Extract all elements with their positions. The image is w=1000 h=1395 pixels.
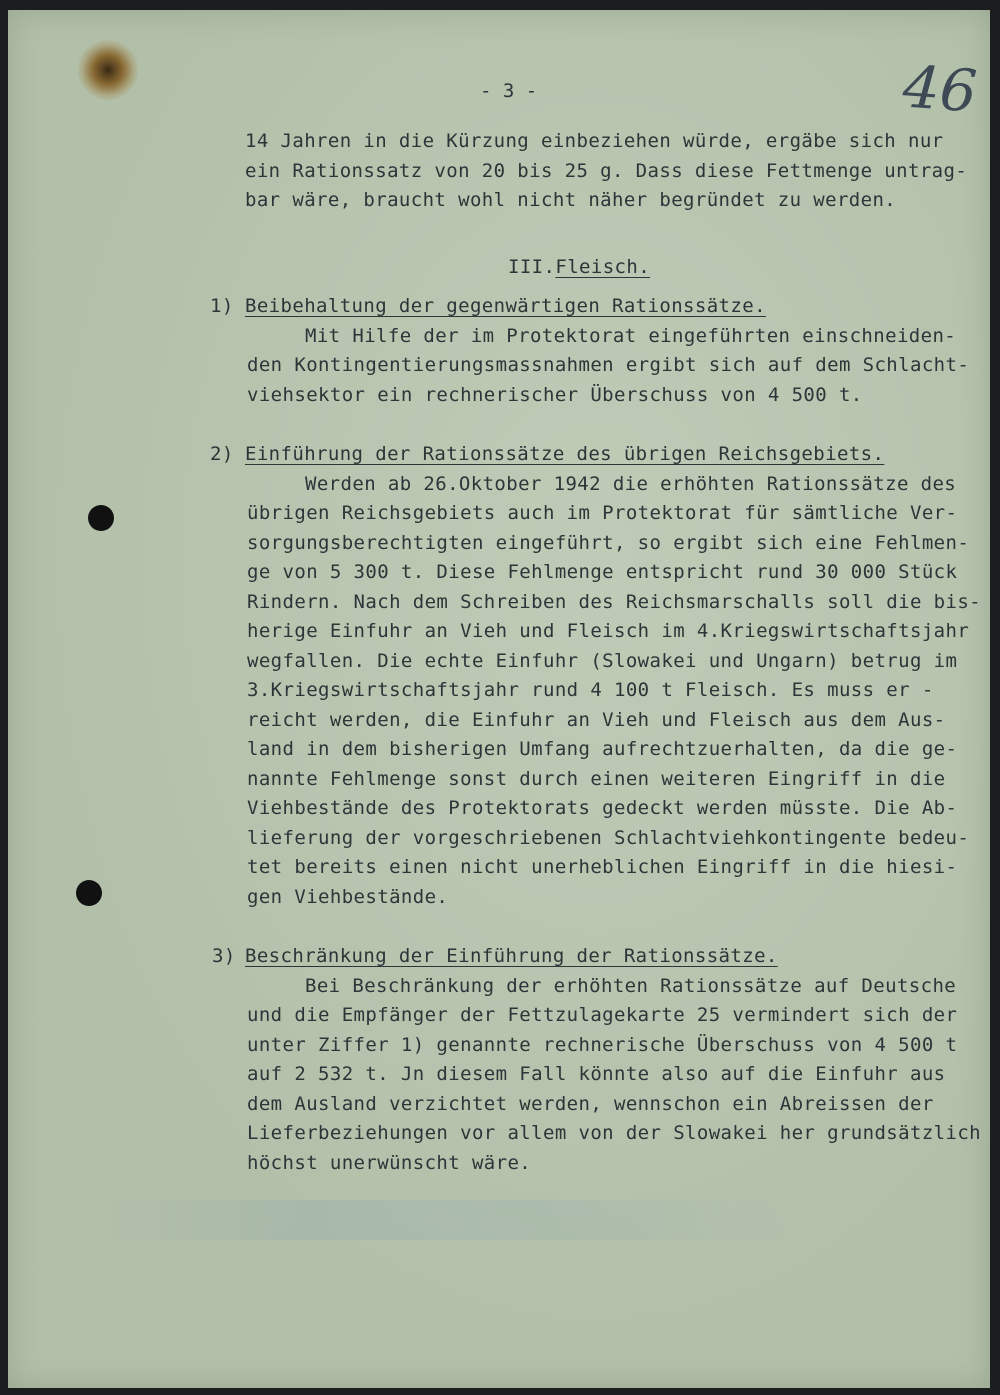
item-heading: Beschränkung der Einführung der Rationssätze.: [245, 945, 778, 967]
handwritten-page-annotation: 46: [900, 52, 980, 126]
text-line: auf 2 532 t. Jn diesem Fall könnte also auf die Einfuhr aus: [247, 1063, 946, 1085]
page-number: - 3 -: [480, 80, 538, 102]
text-line: dem Ausland verzichtet werden, wennschon ein Abreissen der: [247, 1092, 934, 1115]
burn-stain: [78, 40, 138, 100]
text-line: 3.Kriegswirtschaftsjahr rund 4 100 t Fleisch. Es muss er -: [247, 679, 934, 701]
text-line: nannte Fehlmenge sonst durch einen weiteren Eingriff in die: [247, 767, 946, 790]
item-heading: Beibehaltung der gegenwärtigen Rationssätze.: [245, 295, 766, 317]
text-line: ge von 5 300 t. Diese Fehlmenge entspricht rund 30 000 Stück: [247, 561, 958, 583]
text-line: Rindern. Nach dem Schreiben des Reichsmarschalls soll die bis-: [247, 590, 982, 613]
text-line: 14 Jahren in die Kürzung einbeziehen würde, ergäbe sich nur: [245, 130, 944, 152]
section-heading: [508, 256, 650, 278]
text-line: herige Einfuhr an Vieh und Fleisch im 4.Kriegswirtschaftsjahr: [247, 620, 970, 642]
text-line: lieferung der vorgeschriebenen Schlachtviehkontingente bedeu-: [247, 826, 970, 849]
text-line: land in dem bisherigen Umfang aufrechtzuerhalten, da die ge-: [247, 738, 958, 760]
text-line: Mit Hilfe der im Protektorat eingeführten einschneiden-: [305, 324, 957, 347]
text-line: unter Ziffer 1) genannte rechnerische Überschuss von 4 500 t: [247, 1033, 958, 1056]
text-line: bar wäre, braucht wohl nicht näher begründet zu werden.: [245, 189, 897, 211]
text-line: viehsektor ein rechnerischer Überschuss von 4 500 t.: [247, 383, 863, 406]
text-line: höchst unerwünscht wäre.: [247, 1151, 532, 1174]
punch-hole-bottom: [76, 880, 102, 906]
text-line: sorgungsberechtigten eingeführt, so ergibt sich eine Fehlmen-: [247, 531, 970, 554]
item-number: 2): [210, 443, 234, 465]
text-line: ein Rationssatz von 20 bis 25 g. Dass diese Fettmenge untrag-: [245, 159, 968, 182]
text-line: tet bereits einen nicht unerheblichen Eingriff in die hiesi-: [247, 856, 958, 878]
text-line: Viehbestände des Protektorats gedeckt werden müsste. Die Ab-: [247, 797, 958, 819]
faded-ink-smudge: [98, 1200, 798, 1240]
text-line: wegfallen. Die echte Einfuhr (Slowakei und Ungarn) betrug im: [247, 649, 958, 672]
text-line: übrigen Reichsgebiets auch im Protektorat für sämtliche Ver-: [247, 502, 958, 524]
text-line: und die Empfänger der Fettzulagekarte 25 vermindert sich der: [247, 1004, 958, 1026]
text-line: reicht werden, die Einfuhr an Vieh und Fleisch aus dem Aus-: [247, 708, 946, 731]
document-page: [8, 10, 990, 1388]
text-line: den Kontingentierungsmassnahmen ergibt sich auf dem Schlacht-: [247, 354, 970, 376]
section-heading-prefix: III.: [508, 256, 556, 278]
section-heading-title: Fleisch.: [555, 256, 651, 278]
text-line: Werden ab 26.Oktober 1942 die erhöhten Rationssätze des: [305, 472, 957, 495]
item-number: 1): [210, 295, 234, 317]
item-heading: Einführung der Rationssätze des übrigen Reichsgebiets.: [245, 443, 885, 465]
text-line: Bei Beschränkung der erhöhten Rationssätze auf Deutsche: [305, 974, 957, 997]
punch-hole-top: [88, 505, 114, 531]
item-number: 3): [212, 945, 236, 967]
text-line: Lieferbeziehungen vor allem von der Slowakei her grundsätzlich: [247, 1122, 982, 1144]
text-line: gen Viehbestände.: [247, 885, 449, 908]
